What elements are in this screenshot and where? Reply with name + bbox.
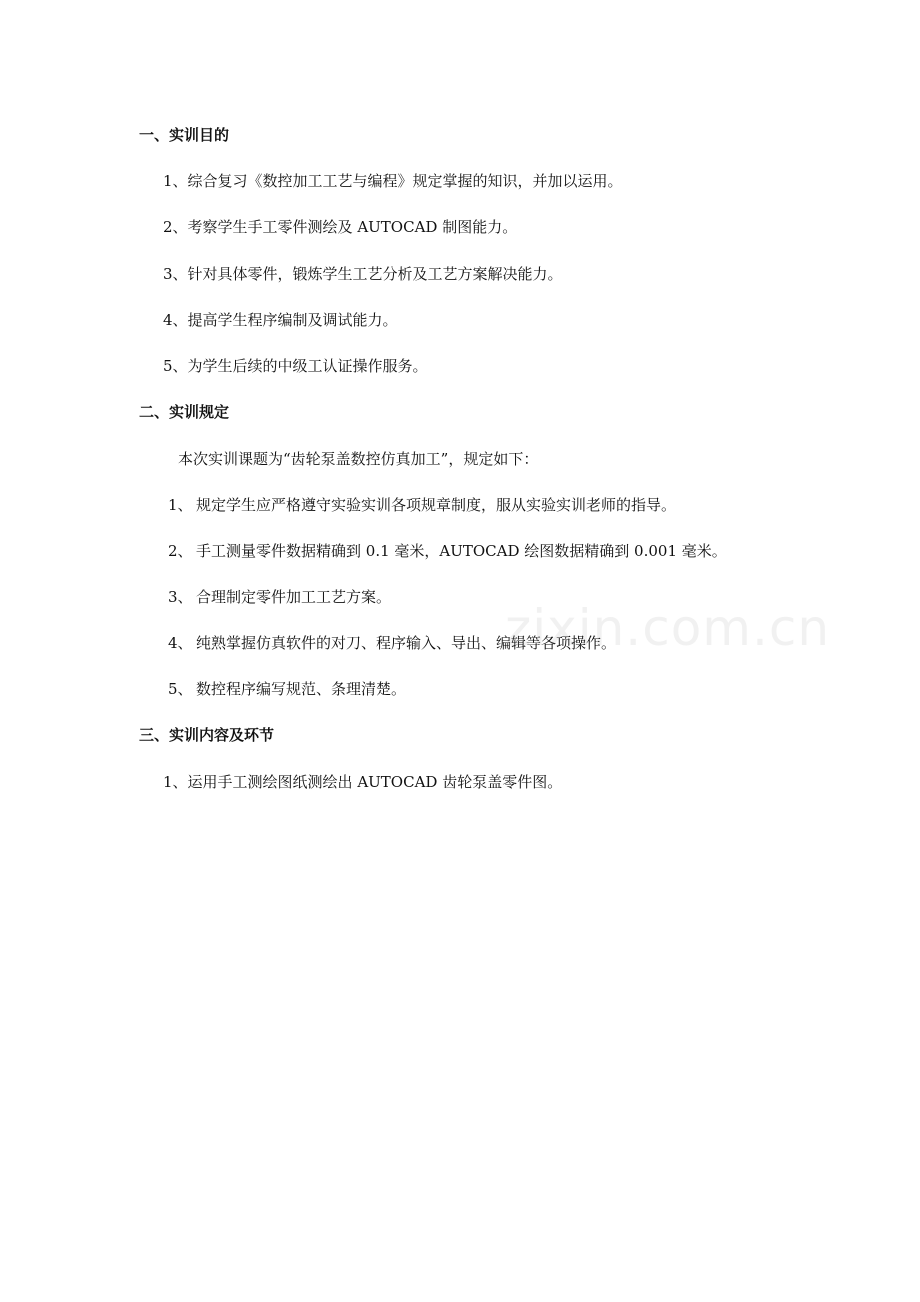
requirement-number: 4、 <box>168 634 193 652</box>
requirement-text: 规定学生应严格遵守实验实训各项规章制度，服从实验实训老师的指导。 <box>196 496 677 514</box>
purpose-item-5: 5、为学生后续的中级工认证操作服务。 <box>163 357 428 375</box>
requirement-item-5 <box>168 679 406 699</box>
requirement-number: 5、 <box>168 680 193 698</box>
purpose-item-3: 3、针对具体零件，锻炼学生工艺分析及工艺方案解决能力。 <box>163 265 563 283</box>
requirement-item-2 <box>168 541 727 561</box>
requirement-text: 数控程序编写规范、条理清楚。 <box>196 680 407 698</box>
requirement-item-4 <box>168 633 616 653</box>
content-item-1: 1、运用手工测绘图纸测绘出 AUTOCAD 齿轮泵盖零件图。 <box>163 773 563 791</box>
requirement-number: 1、 <box>168 496 193 514</box>
requirement-text: 纯熟掌握仿真软件的对刀、程序输入、导出、编辑等各项操作。 <box>196 634 617 652</box>
purpose-item-4: 4、提高学生程序编制及调试能力。 <box>163 311 398 329</box>
requirement-number: 2、 <box>168 542 193 560</box>
requirement-text: 手工测量零件数据精确到 0.1 毫米，AUTOCAD 绘图数据精确到 0.001 毫米。 <box>196 542 727 560</box>
purpose-item-1: 1、综合复习《数控加工工艺与编程》规定掌握的知识，并加以运用。 <box>163 172 623 190</box>
purpose-item-2: 2、考察学生手工零件测绘及 AUTOCAD 制图能力。 <box>163 218 518 236</box>
section-heading-purpose: 一、实训目的 <box>139 126 230 144</box>
requirement-number: 3、 <box>168 588 193 606</box>
requirement-text: 合理制定零件加工工艺方案。 <box>196 588 392 606</box>
section-heading-content: 三、实训内容及环节 <box>139 726 275 744</box>
requirement-item-1 <box>168 495 676 515</box>
watermark: zixin.com.cn <box>505 599 831 657</box>
section-heading-requirements: 二、实训规定 <box>139 403 230 421</box>
requirement-item-3 <box>168 587 391 607</box>
requirements-intro: 本次实训课题为“齿轮泵盖数控仿真加工”，规定如下： <box>178 450 539 468</box>
